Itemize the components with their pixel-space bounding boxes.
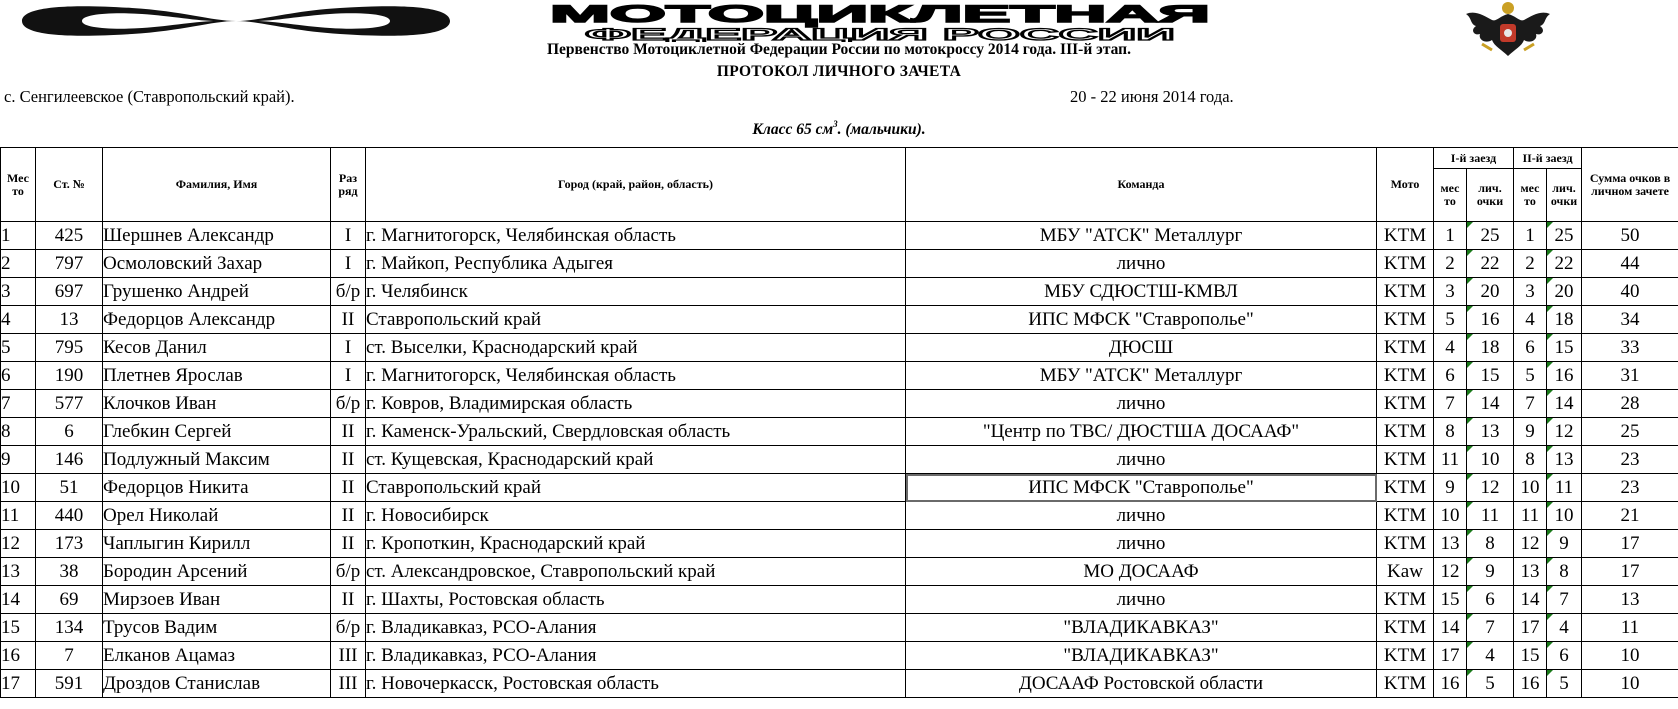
city-cell: ст. Александровское, Ставропольский край: [366, 558, 906, 586]
col-header-city: Город (край, район, область): [366, 148, 906, 222]
race2-place-cell: 15: [1514, 642, 1547, 670]
rank-cell: I: [331, 222, 366, 250]
col-header-race1-points: лич. очки: [1467, 169, 1514, 222]
page-subtitle: ПРОТОКОЛ ЛИЧНОГО ЗАЧЕТА: [716, 63, 962, 80]
number-cell: 425: [36, 222, 103, 250]
total-cell: 10: [1582, 670, 1678, 698]
moto-cell: KTM: [1377, 334, 1434, 362]
race1-place-cell: 2: [1434, 250, 1467, 278]
rank-cell: III: [331, 670, 366, 698]
city-cell: г. Новосибирск: [366, 502, 906, 530]
name-cell: Трусов Вадим: [103, 614, 331, 642]
rank-cell: II: [331, 446, 366, 474]
rank-cell: II: [331, 502, 366, 530]
team-cell: ДОСААФ Ростовской области: [906, 670, 1377, 698]
number-cell: 190: [36, 362, 103, 390]
race2-place-cell: 8: [1514, 446, 1547, 474]
place-cell: 13: [1, 558, 36, 586]
rank-cell: б/р: [331, 558, 366, 586]
race2-place-cell: 12: [1514, 530, 1547, 558]
race1-place-cell: 15: [1434, 586, 1467, 614]
brand-wordmark: [530, 2, 1230, 42]
name-cell: Чаплыгин Кирилл: [103, 530, 331, 558]
race2-place-cell: 17: [1514, 614, 1547, 642]
city-cell: Ставропольский край: [366, 474, 906, 502]
table-row: [1, 306, 1678, 334]
name-cell: Шершнев Александр: [103, 222, 331, 250]
total-cell: 23: [1582, 446, 1678, 474]
city-cell: ст. Кущевская, Краснодарский край: [366, 446, 906, 474]
col-header-race1: I-й заезд: [1434, 148, 1514, 169]
class-title: [0, 119, 1678, 139]
moto-cell: KTM: [1377, 278, 1434, 306]
brand-line1: МОТОЦИКЛЕТНАЯ: [550, 2, 1210, 28]
race2-points-cell: 11: [1547, 474, 1582, 502]
name-cell: Осмоловский Захар: [103, 250, 331, 278]
team-cell: лично: [906, 390, 1377, 418]
total-cell: 44: [1582, 250, 1678, 278]
race1-points-cell: 11: [1467, 502, 1514, 530]
number-cell: 795: [36, 334, 103, 362]
name-cell: Орел Николай: [103, 502, 331, 530]
place-cell: 9: [1, 446, 36, 474]
rank-cell: I: [331, 362, 366, 390]
rank-cell: б/р: [331, 278, 366, 306]
rank-cell: II: [331, 306, 366, 334]
race1-points-cell: 4: [1467, 642, 1514, 670]
moto-cell: KTM: [1377, 502, 1434, 530]
moto-cell: KTM: [1377, 530, 1434, 558]
race1-place-cell: 9: [1434, 474, 1467, 502]
city-cell: г. Владикавказ, РСО-Алания: [366, 614, 906, 642]
race2-points-cell: 22: [1547, 250, 1582, 278]
race1-place-cell: 16: [1434, 670, 1467, 698]
name-cell: Подлужный Максим: [103, 446, 331, 474]
city-cell: г. Майкоп, Республика Адыгея: [366, 250, 906, 278]
race2-points-cell: 16: [1547, 362, 1582, 390]
number-cell: 69: [36, 586, 103, 614]
number-cell: 7: [36, 642, 103, 670]
moto-cell: KTM: [1377, 614, 1434, 642]
race1-points-cell: 16: [1467, 306, 1514, 334]
race2-points-cell: 9: [1547, 530, 1582, 558]
total-cell: 28: [1582, 390, 1678, 418]
number-cell: 146: [36, 446, 103, 474]
race1-place-cell: 6: [1434, 362, 1467, 390]
race1-points-cell: 5: [1467, 670, 1514, 698]
table-row: [1, 558, 1678, 586]
team-cell: МБУ "АТСК" Металлург: [906, 362, 1377, 390]
table-row: [1, 642, 1678, 670]
number-cell: 6: [36, 418, 103, 446]
city-cell: ст. Выселки, Краснодарский край: [366, 334, 906, 362]
moto-cell: KTM: [1377, 362, 1434, 390]
total-cell: 13: [1582, 586, 1678, 614]
race2-place-cell: 7: [1514, 390, 1547, 418]
race2-place-cell: 13: [1514, 558, 1547, 586]
total-cell: 21: [1582, 502, 1678, 530]
table-row: [1, 334, 1678, 362]
results-body: [1, 222, 1678, 698]
name-cell: Бородин Арсений: [103, 558, 331, 586]
city-cell: г. Ковров, Владимирская область: [366, 390, 906, 418]
moto-cell: KTM: [1377, 670, 1434, 698]
race2-place-cell: 16: [1514, 670, 1547, 698]
race2-place-cell: 9: [1514, 418, 1547, 446]
moto-cell: KTM: [1377, 306, 1434, 334]
moto-cell: KTM: [1377, 418, 1434, 446]
race1-place-cell: 12: [1434, 558, 1467, 586]
page-title: Первенство Мотоциклетной Федерации России по мотокроссу 2014 года. III-й этап.: [547, 41, 1131, 58]
number-cell: 51: [36, 474, 103, 502]
place-cell: 2: [1, 250, 36, 278]
race1-place-cell: 13: [1434, 530, 1467, 558]
col-header-race2-place: мес то: [1514, 169, 1547, 222]
class-sup: 3: [833, 119, 838, 129]
race2-points-cell: 5: [1547, 670, 1582, 698]
city-cell: г. Кропоткин, Краснодарский край: [366, 530, 906, 558]
name-cell: Дроздов Станислав: [103, 670, 331, 698]
table-row: [1, 502, 1678, 530]
city-cell: г. Магнитогорск, Челябинская область: [366, 362, 906, 390]
place-cell: 12: [1, 530, 36, 558]
city-cell: г. Шахты, Ростовская область: [366, 586, 906, 614]
race2-place-cell: 3: [1514, 278, 1547, 306]
race1-points-cell: 8: [1467, 530, 1514, 558]
race2-place-cell: 6: [1514, 334, 1547, 362]
race2-points-cell: 18: [1547, 306, 1582, 334]
number-cell: 134: [36, 614, 103, 642]
race2-place-cell: 10: [1514, 474, 1547, 502]
race2-place-cell: 2: [1514, 250, 1547, 278]
rank-cell: II: [331, 418, 366, 446]
total-cell: 40: [1582, 278, 1678, 306]
place-cell: 8: [1, 418, 36, 446]
place-cell: 17: [1, 670, 36, 698]
race1-points-cell: 15: [1467, 362, 1514, 390]
table-row: [1, 250, 1678, 278]
race2-points-cell: 25: [1547, 222, 1582, 250]
race2-place-cell: 11: [1514, 502, 1547, 530]
race2-points-cell: 4: [1547, 614, 1582, 642]
class-suffix: . (мальчики).: [837, 121, 926, 138]
col-header-number: Ст. №: [36, 148, 103, 222]
name-cell: Кесов Данил: [103, 334, 331, 362]
race2-points-cell: 14: [1547, 390, 1582, 418]
race2-points-cell: 6: [1547, 642, 1582, 670]
city-cell: г. Владикавказ, РСО-Алания: [366, 642, 906, 670]
total-cell: 34: [1582, 306, 1678, 334]
moto-cell: KTM: [1377, 222, 1434, 250]
race1-place-cell: 3: [1434, 278, 1467, 306]
table-row: [1, 446, 1678, 474]
race1-place-cell: 1: [1434, 222, 1467, 250]
race1-place-cell: 17: [1434, 642, 1467, 670]
race2-place-cell: 1: [1514, 222, 1547, 250]
race1-points-cell: 10: [1467, 446, 1514, 474]
class-text: Класс 65 см: [752, 121, 834, 138]
team-cell: МБУ "АТСК" Металлург: [906, 222, 1377, 250]
race2-points-cell: 15: [1547, 334, 1582, 362]
city-cell: г. Челябинск: [366, 278, 906, 306]
city-cell: г. Магнитогорск, Челябинская область: [366, 222, 906, 250]
team-cell: "Центр по ТВС/ ДЮСТША ДОСААФ": [906, 418, 1377, 446]
city-cell: г. Каменск-Уральский, Свердловская область: [366, 418, 906, 446]
col-header-race1-place: мес то: [1434, 169, 1467, 222]
col-header-name: Фамилия, Имя: [103, 148, 331, 222]
moto-cell: Kaw: [1377, 558, 1434, 586]
place-cell: 11: [1, 502, 36, 530]
race1-points-cell: 18: [1467, 334, 1514, 362]
table-row: [1, 362, 1678, 390]
number-cell: 13: [36, 306, 103, 334]
table-row: [1, 418, 1678, 446]
team-cell: лично: [906, 530, 1377, 558]
name-cell: Плетнев Ярослав: [103, 362, 331, 390]
number-cell: 173: [36, 530, 103, 558]
col-header-rank: Раз ряд: [331, 148, 366, 222]
team-cell: "ВЛАДИКАВКАЗ": [906, 642, 1377, 670]
team-cell: "ВЛАДИКАВКАЗ": [906, 614, 1377, 642]
number-cell: 440: [36, 502, 103, 530]
total-cell: 25: [1582, 418, 1678, 446]
race1-place-cell: 7: [1434, 390, 1467, 418]
moto-cell: KTM: [1377, 390, 1434, 418]
total-cell: 33: [1582, 334, 1678, 362]
race1-place-cell: 4: [1434, 334, 1467, 362]
team-cell: лично: [906, 250, 1377, 278]
table-row: [1, 390, 1678, 418]
table-row: [1, 670, 1678, 698]
number-cell: 697: [36, 278, 103, 306]
place-cell: 5: [1, 334, 36, 362]
name-cell: Грушенко Андрей: [103, 278, 331, 306]
team-cell: ИПС МФСК "Ставрополье": [906, 306, 1377, 334]
place-cell: 14: [1, 586, 36, 614]
rank-cell: II: [331, 586, 366, 614]
team-cell: лично: [906, 446, 1377, 474]
name-cell: Клочков Иван: [103, 390, 331, 418]
race1-points-cell: 6: [1467, 586, 1514, 614]
place-cell: 10: [1, 474, 36, 502]
table-row: [1, 586, 1678, 614]
place-cell: 3: [1, 278, 36, 306]
place-cell: 15: [1, 614, 36, 642]
race1-points-cell: 22: [1467, 250, 1514, 278]
name-cell: Федорцов Александр: [103, 306, 331, 334]
moto-cell: KTM: [1377, 474, 1434, 502]
rank-cell: III: [331, 642, 366, 670]
col-header-race2-points: лич. очки: [1547, 169, 1582, 222]
rank-cell: II: [331, 530, 366, 558]
total-cell: 10: [1582, 642, 1678, 670]
number-cell: 797: [36, 250, 103, 278]
race2-place-cell: 5: [1514, 362, 1547, 390]
race2-points-cell: 12: [1547, 418, 1582, 446]
team-cell: ИПС МФСК "Ставрополье": [906, 474, 1377, 502]
col-header-moto: Мото: [1377, 148, 1434, 222]
rank-cell: II: [331, 474, 366, 502]
rank-cell: б/р: [331, 390, 366, 418]
name-cell: Глебкин Сергей: [103, 418, 331, 446]
table-row: [1, 614, 1678, 642]
col-header-place: Мес то: [1, 148, 36, 222]
total-cell: 17: [1582, 530, 1678, 558]
moto-cell: KTM: [1377, 586, 1434, 614]
race1-place-cell: 10: [1434, 502, 1467, 530]
number-cell: 38: [36, 558, 103, 586]
total-cell: 50: [1582, 222, 1678, 250]
moto-cell: KTM: [1377, 642, 1434, 670]
race2-points-cell: 13: [1547, 446, 1582, 474]
col-header-race2: II-й заезд: [1514, 148, 1582, 169]
number-cell: 577: [36, 390, 103, 418]
name-cell: Елканов Ацамаз: [103, 642, 331, 670]
team-cell: лично: [906, 586, 1377, 614]
team-cell: ДЮСШ: [906, 334, 1377, 362]
team-cell: МБУ СДЮСТШ-КМВЛ: [906, 278, 1377, 306]
place-cell: 6: [1, 362, 36, 390]
race1-points-cell: 13: [1467, 418, 1514, 446]
race2-place-cell: 4: [1514, 306, 1547, 334]
race1-place-cell: 11: [1434, 446, 1467, 474]
rank-cell: I: [331, 334, 366, 362]
team-cell: лично: [906, 502, 1377, 530]
table-row: [1, 222, 1678, 250]
place-cell: 1: [1, 222, 36, 250]
brand-line2: ФЕДЕРАЦИЯ РОССИИ: [585, 25, 1175, 42]
race1-place-cell: 5: [1434, 306, 1467, 334]
race2-place-cell: 14: [1514, 586, 1547, 614]
total-cell: 31: [1582, 362, 1678, 390]
race1-place-cell: 8: [1434, 418, 1467, 446]
race1-points-cell: 20: [1467, 278, 1514, 306]
place-cell: 4: [1, 306, 36, 334]
name-cell: Мирзоев Иван: [103, 586, 331, 614]
race1-points-cell: 14: [1467, 390, 1514, 418]
race1-points-cell: 25: [1467, 222, 1514, 250]
race1-points-cell: 12: [1467, 474, 1514, 502]
race2-points-cell: 7: [1547, 586, 1582, 614]
table-row: [1, 530, 1678, 558]
rank-cell: б/р: [331, 614, 366, 642]
col-header-total: Сумма очков в личном зачете: [1582, 148, 1678, 222]
results-table: [0, 147, 1678, 698]
race2-points-cell: 20: [1547, 278, 1582, 306]
moto-cell: KTM: [1377, 250, 1434, 278]
team-cell: МО ДОСААФ: [906, 558, 1377, 586]
race1-place-cell: 14: [1434, 614, 1467, 642]
name-cell: Федорцов Никита: [103, 474, 331, 502]
total-cell: 23: [1582, 474, 1678, 502]
table-row: [1, 278, 1678, 306]
total-cell: 17: [1582, 558, 1678, 586]
city-cell: Ставропольский край: [366, 306, 906, 334]
event-place: с. Сенгилеевское (Ставропольский край).: [4, 87, 295, 106]
race1-points-cell: 7: [1467, 614, 1514, 642]
place-cell: 16: [1, 642, 36, 670]
number-cell: 591: [36, 670, 103, 698]
race2-points-cell: 8: [1547, 558, 1582, 586]
event-dates: 20 - 22 июня 2014 года.: [1070, 87, 1234, 106]
race2-points-cell: 10: [1547, 502, 1582, 530]
table-row: [1, 474, 1678, 502]
city-cell: г. Новочеркасск, Ростовская область: [366, 670, 906, 698]
federation-logo-icon: [12, 2, 460, 40]
moto-cell: KTM: [1377, 446, 1434, 474]
col-header-team: Команда: [906, 148, 1377, 222]
place-cell: 7: [1, 390, 36, 418]
race1-points-cell: 9: [1467, 558, 1514, 586]
total-cell: 11: [1582, 614, 1678, 642]
rank-cell: I: [331, 250, 366, 278]
